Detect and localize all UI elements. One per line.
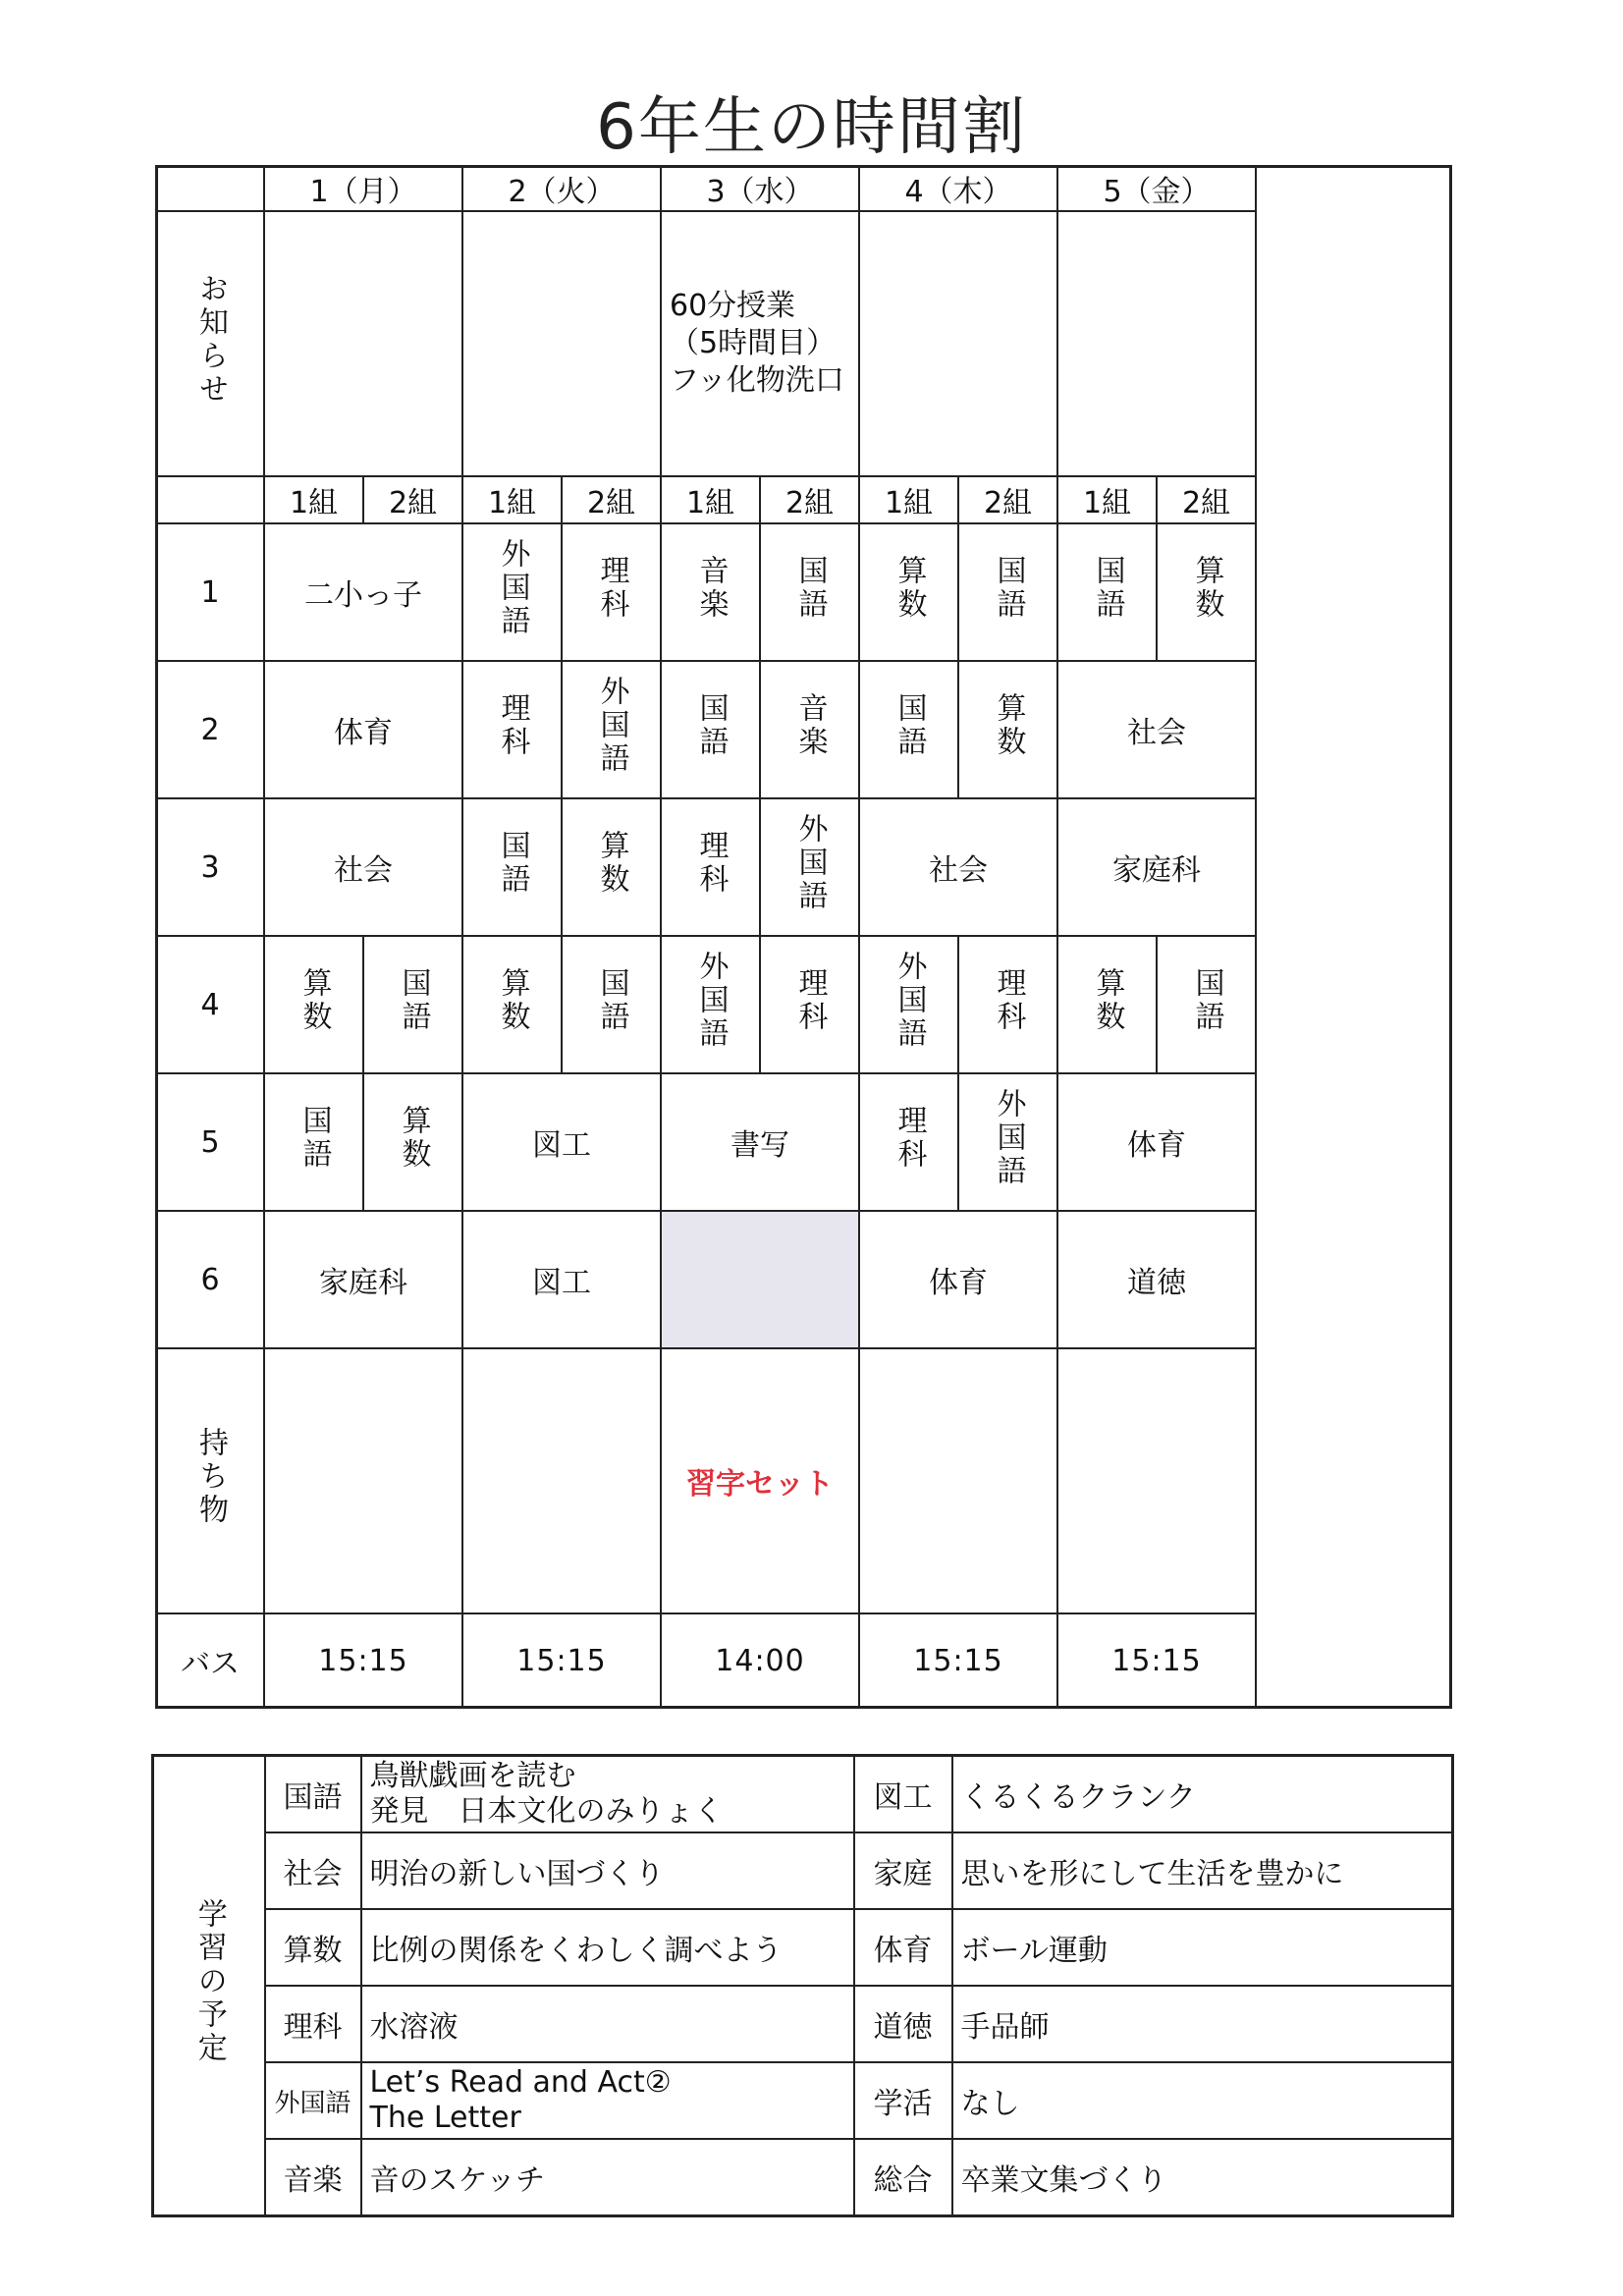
day-header: 1（月） [264, 166, 462, 211]
subject-text: 算数 [892, 555, 927, 622]
subject-text: 理科 [693, 830, 729, 897]
class-cell [462, 523, 562, 661]
plan-topic: 思いを形にして生活を豊かに [952, 1832, 1453, 1909]
group-label: 1組 [264, 476, 363, 523]
group-label: 1組 [462, 476, 562, 523]
plan-subject: 総合 [854, 2139, 952, 2216]
period-label: 3 [156, 798, 264, 936]
notice-cell [859, 211, 1057, 476]
subject-text: 国語 [892, 692, 927, 759]
subject-text: 国語 [991, 555, 1026, 622]
class-cell [264, 936, 363, 1073]
class-cell [363, 1073, 462, 1211]
group-label: 2組 [1157, 476, 1256, 523]
items-cell [859, 1348, 1057, 1613]
subject-text: 算数 [1090, 967, 1125, 1034]
subject-text: 国語 [1090, 555, 1125, 622]
class-cell [562, 523, 661, 661]
subject-text: 音楽 [792, 692, 828, 759]
study-plan-label [153, 1756, 265, 2216]
subject-text: 国語 [396, 967, 431, 1034]
plan-topic-line: Let’s Read and Act② [369, 2065, 672, 2100]
class-cell [958, 1073, 1057, 1211]
class-cell: 二小っ子 [264, 523, 462, 661]
class-cell [462, 936, 562, 1073]
class-cell: 家庭科 [1057, 798, 1256, 936]
class-cell [363, 936, 462, 1073]
plan-topic [361, 2062, 854, 2139]
subject-text: 国語 [693, 692, 729, 759]
class-cell: 書写 [661, 1073, 859, 1211]
corner-cell [156, 166, 264, 211]
subject-text: 国語 [1189, 967, 1224, 1034]
subject-text: 算数 [396, 1105, 431, 1172]
class-cell [859, 936, 958, 1073]
plan-subject: 体育 [854, 1909, 952, 1986]
timetable [155, 165, 1452, 1709]
day-header: 2（火） [462, 166, 661, 211]
group-label: 1組 [859, 476, 958, 523]
class-cell [1157, 936, 1256, 1073]
class-cell [661, 798, 760, 936]
bus-time: 15:15 [264, 1613, 462, 1708]
period-label: 1 [156, 523, 264, 661]
class-cell [958, 936, 1057, 1073]
subject-text: 算数 [495, 967, 530, 1034]
class-cell: 道徳 [1057, 1211, 1256, 1348]
period-label: 2 [156, 661, 264, 798]
study-plan-table [151, 1754, 1454, 2217]
subject-text: 算数 [991, 692, 1026, 759]
class-cell: 家庭科 [264, 1211, 462, 1348]
bus-time: 15:15 [462, 1613, 661, 1708]
class-cell [1157, 523, 1256, 661]
items-cell: 習字セット [661, 1348, 859, 1613]
subject-text: 外国語 [594, 676, 629, 776]
class-cell-empty [661, 1211, 859, 1348]
class-cell [661, 523, 760, 661]
day-header: 5（金） [1057, 166, 1256, 211]
group-label: 1組 [1057, 476, 1157, 523]
plan-topic: 卒業文集づくり [952, 2139, 1453, 2216]
class-cell: 図工 [462, 1211, 661, 1348]
class-cell: 体育 [859, 1211, 1057, 1348]
subject-text: 理科 [991, 967, 1026, 1034]
notice-cell [264, 211, 462, 476]
plan-topic: 手品師 [952, 1986, 1453, 2062]
group-label: 2組 [760, 476, 859, 523]
class-cell [760, 523, 859, 661]
class-cell [859, 1073, 958, 1211]
plan-subject: 道徳 [854, 1986, 952, 2062]
class-cell [661, 661, 760, 798]
items-cell [462, 1348, 661, 1613]
class-cell [958, 661, 1057, 798]
plan-topic-line: The Letter [369, 2101, 521, 2135]
plan-topic [361, 1756, 854, 1833]
class-cell [1057, 523, 1157, 661]
subject-text: 算数 [297, 967, 332, 1034]
subject-text: 算数 [1189, 555, 1224, 622]
plan-topic-line: 発見 日本文化のみりょく [369, 1794, 724, 1829]
class-cell [859, 661, 958, 798]
plan-subject: 家庭 [854, 1832, 952, 1909]
day-header: 4（木） [859, 166, 1057, 211]
class-cell [958, 523, 1057, 661]
class-cell [859, 523, 958, 661]
bus-time: 15:15 [1057, 1613, 1256, 1708]
plan-subject: 音楽 [265, 2139, 361, 2216]
plan-subject: 図工 [854, 1756, 952, 1833]
subject-text: 国語 [792, 555, 828, 622]
subject-text: 理科 [792, 967, 828, 1034]
notice-text: 60分授業 （5時間目） フッ化物洗口 [670, 289, 844, 398]
subject-text: 国語 [495, 830, 530, 897]
plan-subject: 社会 [265, 1832, 361, 1909]
notice-cell [661, 211, 859, 476]
period-label: 5 [156, 1073, 264, 1211]
notice-cell [462, 211, 661, 476]
class-cell [1057, 936, 1157, 1073]
group-label: 2組 [363, 476, 462, 523]
class-cell: 社会 [1057, 661, 1256, 798]
subject-text: 外国語 [792, 813, 828, 913]
class-cell [462, 798, 562, 936]
plan-topic-line: 鳥獣戯画を読む [369, 1759, 576, 1793]
plan-topic: なし [952, 2062, 1453, 2139]
class-cell [760, 661, 859, 798]
items-cell [264, 1348, 462, 1613]
row-label-notice [156, 211, 264, 476]
subject-text: 算数 [594, 830, 629, 897]
class-cell: 社会 [859, 798, 1057, 936]
plan-topic: 水溶液 [361, 1986, 854, 2062]
subject-text: 理科 [594, 555, 629, 622]
items-label: 持ち物 [193, 1427, 228, 1527]
plan-topic: くるくるクランク [952, 1756, 1453, 1833]
notice-label: お知らせ [193, 273, 228, 407]
group-label: 2組 [562, 476, 661, 523]
class-cell: 社会 [264, 798, 462, 936]
plan-subject: 理科 [265, 1986, 361, 2062]
group-corner [156, 476, 264, 523]
class-cell [562, 661, 661, 798]
plan-subject: 算数 [265, 1909, 361, 1986]
bus-label: バス [156, 1613, 264, 1708]
study-plan-label-text: 学習の予定 [191, 1898, 227, 2065]
subject-text: 外国語 [892, 951, 927, 1051]
plan-topic: 明治の新しい国づくり [361, 1832, 854, 1909]
class-cell: 体育 [264, 661, 462, 798]
notice-cell [1057, 211, 1256, 476]
class-cell [661, 936, 760, 1073]
period-label: 6 [156, 1211, 264, 1348]
class-cell: 体育 [1057, 1073, 1256, 1211]
plan-subject: 国語 [265, 1756, 361, 1833]
class-cell [264, 1073, 363, 1211]
class-cell [760, 936, 859, 1073]
period-label: 4 [156, 936, 264, 1073]
items-cell [1057, 1348, 1256, 1613]
bus-time: 14:00 [661, 1613, 859, 1708]
class-cell [562, 936, 661, 1073]
subject-text: 国語 [594, 967, 629, 1034]
class-cell [562, 798, 661, 936]
plan-subject: 外国語 [265, 2062, 361, 2139]
page-title: 6年生の時間割 [596, 91, 1027, 164]
day-header: 3（水） [661, 166, 859, 211]
plan-subject: 学活 [854, 2062, 952, 2139]
group-label: 1組 [661, 476, 760, 523]
subject-text: 外国語 [991, 1088, 1026, 1188]
class-cell [760, 798, 859, 936]
plan-topic: 音のスケッチ [361, 2139, 854, 2216]
bus-time: 15:15 [859, 1613, 1057, 1708]
plan-topic: 比例の関係をくわしく調べよう [361, 1909, 854, 1986]
group-label: 2組 [958, 476, 1057, 523]
subject-text: 理科 [495, 692, 530, 759]
class-cell [462, 661, 562, 798]
plan-topic: ボール運動 [952, 1909, 1453, 1986]
subject-text: 外国語 [495, 538, 530, 638]
subject-text: 外国語 [693, 951, 729, 1051]
subject-text: 音楽 [693, 555, 729, 622]
subject-text: 理科 [892, 1105, 927, 1172]
class-cell: 図工 [462, 1073, 661, 1211]
subject-text: 国語 [297, 1105, 332, 1172]
timetable-table [155, 165, 1257, 1709]
row-label-items [156, 1348, 264, 1613]
